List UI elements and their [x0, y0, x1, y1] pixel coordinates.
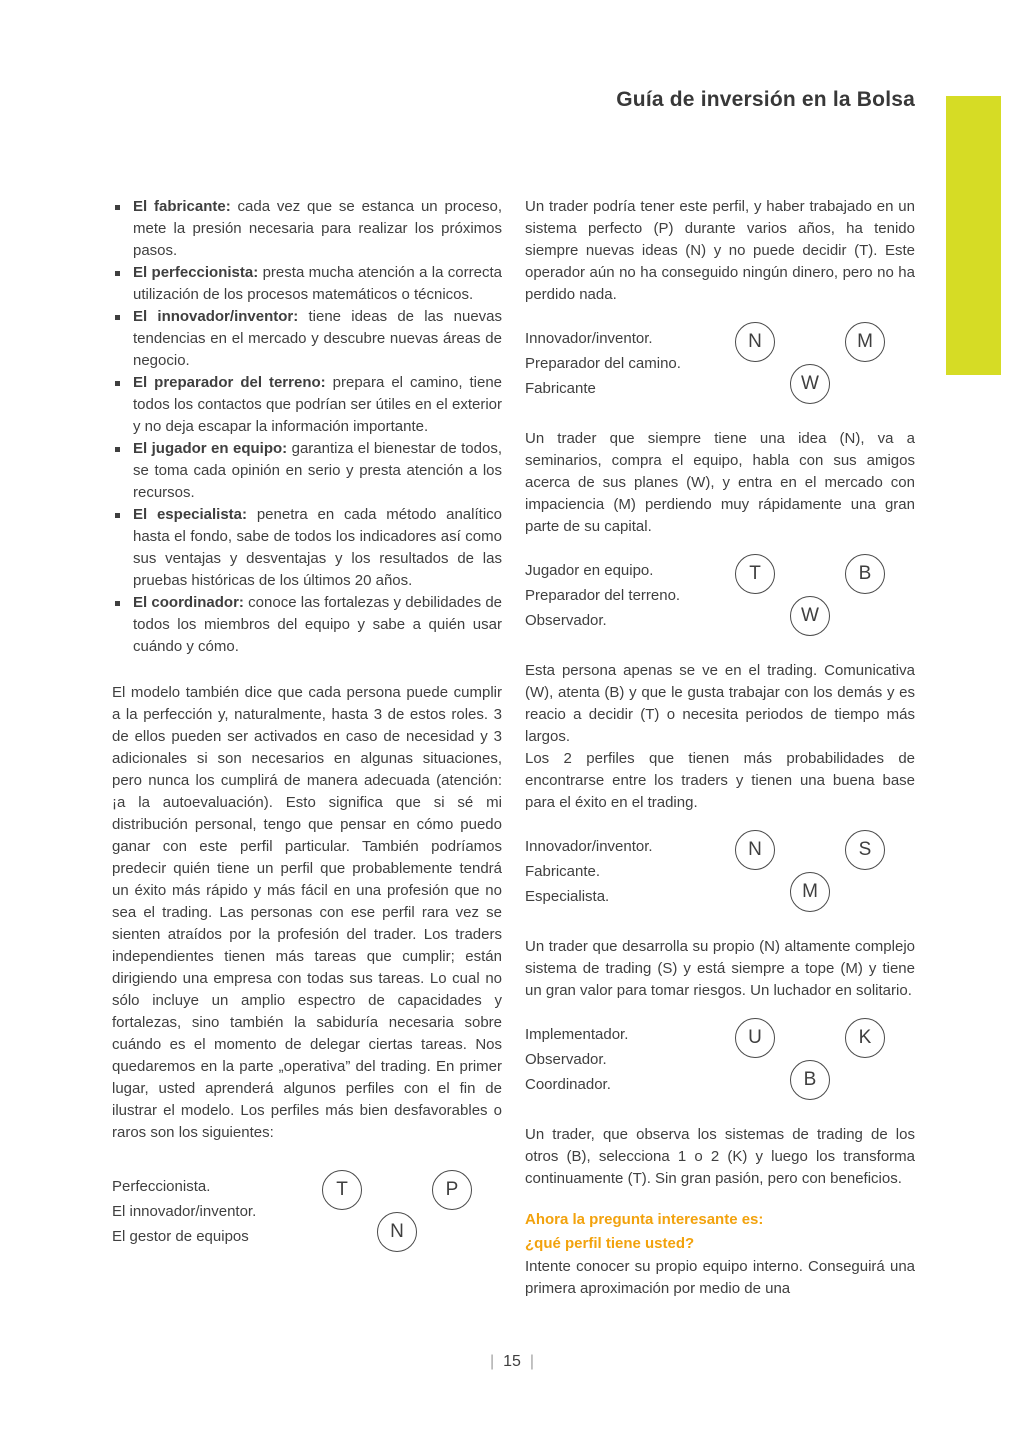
- paragraph: Intente conocer su propio equipo interno. Conseguirá una primera aproximación por medio de una: [525, 1258, 915, 1297]
- roles-bullet-list: [112, 196, 502, 658]
- list-item: [112, 372, 502, 438]
- role-name: El coordinador:: [133, 594, 244, 611]
- question-line: Ahora la pregunta interesante es:: [525, 1211, 764, 1228]
- page-number: 15: [503, 1353, 521, 1370]
- page-content: [112, 88, 915, 1300]
- profile-block: [525, 554, 915, 638]
- profile-label: Fabricante: [525, 380, 596, 397]
- role-description: prepara el camino, tiene todos los contactos que podrían ser útiles en el exterior y no deja escapar la información importante.: [133, 374, 502, 435]
- footer-separator: |: [529, 1353, 535, 1370]
- role-description: cada vez que se estanca un proceso, mete la presión necesaria para realizar los próximos pasos.: [133, 198, 502, 259]
- bullet-icon: [115, 381, 120, 386]
- bullet-text: [133, 306, 502, 372]
- role-name: El perfeccionista:: [133, 264, 259, 281]
- circle-letter: U: [735, 1018, 775, 1058]
- circle-letter: N: [735, 830, 775, 870]
- circle-letter: P: [432, 1170, 472, 1210]
- paragraph: Esta persona apenas se ve en el trading. Comunicativa (W), atenta (B) y que le gusta trabajar con los demás y es reacio a decidir (T) o necesita periodos de tiempo más largos.: [525, 662, 915, 745]
- model-paragraph: El modelo también dice que cada persona puede cumplir a la perfección y, naturalmente, hasta 3 de estos roles. 3 de ellos pueden ser activados en caso de necesidad y 3 adicionales si son necesarios en algunas situaciones, pero nunca los cumplirá de manera adecuada (atención: ¡a la autoevaluación). Esto significa que si sé mi distribución personal, tengo que pensar en cómo puedo ganar con este perfil particular. También podríamos predecir quién tiene un perfil que probablemente tendrá un éxito más rápido y más fácil en una profesión que no sea el trading. Las personas con ese perfil rara vez se sienten atraídos por la profesión del trader. Los traders independientes tienen más tareas que cumplir; están dirigiendo una empresa con todas sus tareas. Lo cual no sólo incluye un amplio espectro de capacidades y fortalezas, sino también la sabiduría necesaria sobre cuándo es el momento de delegar ciertas tareas. Nos quedaremos en la parte „operativa” del trading. En primer lugar, usted aprenderá algunos perfiles con el fin de ilustrar el modelo. Los perfiles más bien desfavorables o raros son los siguientes:: [112, 684, 502, 1141]
- profile-label: El innovador/inventor.: [112, 1203, 257, 1220]
- bullet-icon: [115, 205, 120, 210]
- circle-letter: W: [790, 596, 830, 636]
- profile-diagram: [322, 1170, 472, 1254]
- profile-block: [112, 1170, 502, 1254]
- profile-labels: [525, 322, 681, 401]
- paragraph: Un trader podría tener este perfil, y haber trabajado en un sistema perfecto (P) durante varios años, ha tenido siempre nuevas ideas (N) y no puede decidir (T). Este operador aún no ha conseguido ningún dinero, pero no ha perdido nada.: [525, 198, 915, 303]
- profile-label: Fabricante.: [525, 863, 601, 880]
- footer-separator: |: [489, 1353, 495, 1370]
- list-item: [112, 438, 502, 504]
- bullet-text: [133, 196, 502, 262]
- role-name: El innovador/inventor:: [133, 308, 299, 325]
- role-name: El preparador del terreno:: [133, 374, 326, 391]
- profile-diagram: [735, 322, 885, 406]
- bullet-text: [133, 504, 502, 592]
- profile-label: El gestor de equipos: [112, 1228, 249, 1245]
- paragraph: Los 2 perfiles que tienen más probabilidades de encontrarse entre los traders y tienen una buena base para el éxito en el trading.: [525, 750, 915, 811]
- profile-label: Jugador en equipo.: [525, 562, 654, 579]
- paragraph: Un trader que siempre tiene una idea (N), va a seminarios, compra el equipo, habla con sus amigos acerca de sus planes (W), y entra en el mercado con impaciencia (M) perdiendo muy rápidamente una gran parte de su capital.: [525, 430, 915, 535]
- circle-letter: B: [845, 554, 885, 594]
- circle-letter: T: [322, 1170, 362, 1210]
- profile-label: Implementador.: [525, 1026, 629, 1043]
- bullet-icon: [115, 601, 120, 606]
- profile-label: Preparador del terreno.: [525, 587, 681, 604]
- page-footer: [0, 1353, 1024, 1371]
- page-title: Guía de inversión en la Bolsa: [616, 88, 915, 111]
- bullet-icon: [115, 271, 120, 276]
- two-column-body: [112, 196, 915, 1300]
- circle-letter: W: [790, 364, 830, 404]
- bullet-text: [133, 592, 502, 658]
- profile-diagram: [735, 830, 885, 914]
- profile-label: Innovador/inventor.: [525, 330, 653, 347]
- profile-label: Especialista.: [525, 888, 610, 905]
- profile-labels: [525, 554, 680, 633]
- profile-diagram: [735, 554, 885, 638]
- profile-block: [525, 830, 915, 914]
- profile-block: [525, 1018, 915, 1102]
- bullet-icon: [115, 513, 120, 518]
- role-description: tiene ideas de las nuevas tendencias en el mercado y descubre nuevas áreas de negocio.: [133, 308, 502, 369]
- question-line: ¿qué perfil tiene usted?: [525, 1235, 695, 1252]
- list-item: [112, 306, 502, 372]
- bullet-text: [133, 262, 502, 306]
- profile-labels: [525, 830, 653, 909]
- accent-bar: [946, 96, 1001, 375]
- left-column: [112, 196, 502, 1300]
- profile-label: Perfeccionista.: [112, 1178, 211, 1195]
- paragraph: Un trader que desarrolla su propio (N) altamente complejo sistema de trading (S) y está siempre a tope (M) y tiene un gran valor para tomar riesgos. Un luchador en solitario.: [525, 938, 915, 999]
- role-description: conoce las fortalezas y debilidades de todos los miembros del equipo y sabe a quién usar cuándo y cómo.: [133, 594, 503, 655]
- circle-letter: M: [790, 872, 830, 912]
- list-item: [112, 196, 502, 262]
- role-name: El especialista:: [133, 506, 248, 523]
- role-description: garantiza el bienestar de todos, se toma cada opinión en serio y presta atención a los recursos.: [133, 440, 502, 501]
- profile-diagram: [735, 1018, 885, 1102]
- profile-label: Observador.: [525, 612, 607, 629]
- circle-letter: K: [845, 1018, 885, 1058]
- circle-letter: M: [845, 322, 885, 362]
- role-name: El fabricante:: [133, 198, 231, 215]
- question-heading: [525, 1208, 915, 1256]
- profile-label: Coordinador.: [525, 1076, 611, 1093]
- role-description: presta mucha atención a la correcta utilización de los procesos matemáticos o técnicos.: [133, 264, 502, 303]
- circle-letter: B: [790, 1060, 830, 1100]
- list-item: [112, 504, 502, 592]
- profile-labels: [525, 1018, 628, 1097]
- role-description: penetra en cada método analítico hasta el fondo, sabe de todos los indicadores así como sus ventajas y desventajas y los resultados de las pruebas históricas de los últimos 20 años.: [133, 506, 502, 589]
- circle-letter: T: [735, 554, 775, 594]
- circle-letter: N: [735, 322, 775, 362]
- bullet-icon: [115, 315, 120, 320]
- list-item: [112, 262, 502, 306]
- paragraph: Un trader, que observa los sistemas de trading de los otros (B), selecciona 1 o 2 (K) y luego los transforma continuamente (T). Sin gran pasión, pero con beneficios.: [525, 1126, 915, 1187]
- circle-letter: N: [377, 1212, 417, 1252]
- list-item: [112, 592, 502, 658]
- profile-label: Observador.: [525, 1051, 607, 1068]
- bullet-icon: [115, 447, 120, 452]
- right-column: [525, 196, 915, 1300]
- profile-label: Innovador/inventor.: [525, 838, 653, 855]
- bullet-text: [133, 438, 502, 504]
- circle-letter: S: [845, 830, 885, 870]
- profile-labels: [112, 1170, 256, 1249]
- profile-block: [525, 322, 915, 406]
- bullet-text: [133, 372, 502, 438]
- profile-label: Preparador del camino.: [525, 355, 681, 372]
- role-name: El jugador en equipo:: [133, 440, 288, 457]
